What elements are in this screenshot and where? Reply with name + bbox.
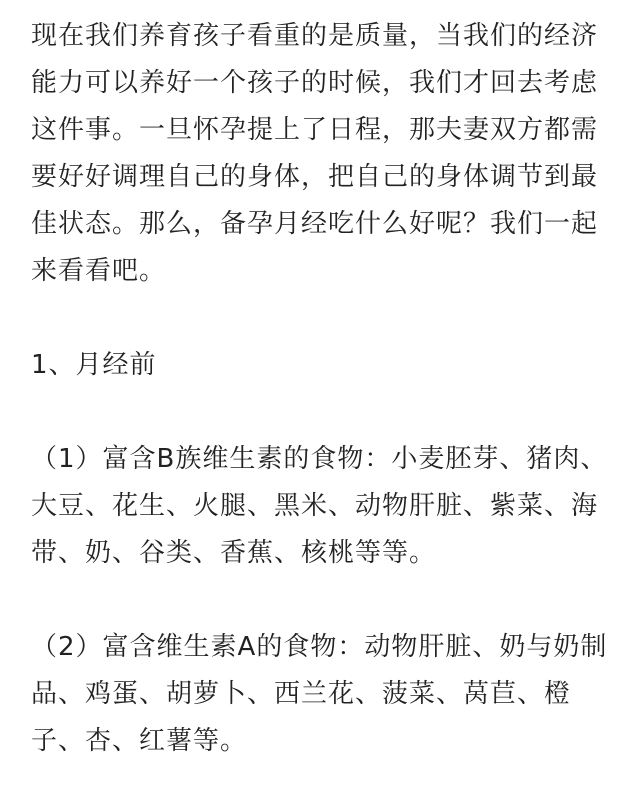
- article-body: [31, 13, 616, 765]
- vitamin-a-foods-paragraph: （2）富含维生素A的食物：动物肝脏、奶与奶制品、鸡蛋、胡萝卜、西兰花、菠菜、莴苣、橙子、杏、红薯等。: [31, 632, 608, 756]
- vitamin-b-foods-paragraph: （1）富含B族维生素的食物：小麦胚芽、猪肉、大豆、花生、火腿、黑米、动物肝脏、紫菜、海带、奶、谷类、香蕉、核桃等等。: [31, 444, 608, 568]
- section-heading: 1、月经前: [31, 350, 157, 380]
- intro-paragraph: 现在我们养育孩子看重的是质量，当我们的经济能力可以养好一个孩子的时候，我们才回去考虑这件事。一旦怀孕提上了日程，那夫妻双方都需要好好调理自己的身体，把自己的身体调节到最佳状态。那么，备孕月经吃什么好呢？我们一起来看看吧。: [31, 21, 599, 286]
